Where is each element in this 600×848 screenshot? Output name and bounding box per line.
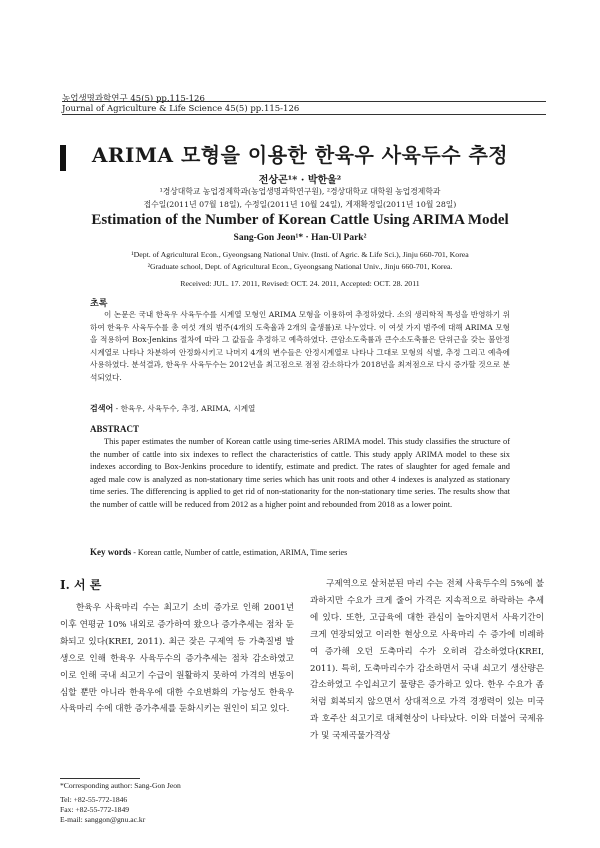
abstract-ko-heading: 초록 xyxy=(90,299,108,309)
intro-left-column: 한육우 사육마리 수는 최고기 소비 증가로 인해 2001년 이후 연평균 10% 내외로 증가하여 왔으나 증가추세는 점차 둔화되고 있다(KREI, 2011). 최근 잦은 구제역 등 가축질병 발생으로 인해 한육우 사육두수의 증가추세는 점차 감소하였고 이로 인해 국내 쇠고기 수급이 원활하지 못하여 가격의 변동이 심할 뿐만 아니라 한육우에 대한 수요변화의 가능성도 한육우 사육마리 수에 대한 증가추세를 둔화시키는 원인이 되고 있다. xyxy=(60,603,294,715)
intro-right-column: 구제역으로 살처분된 마리 수는 전체 사육두수의 5%에 불과하지만 수요가 크게 줄어 가격은 지속적으로 하락하는 추세에 있다. 또한, 고급육에 대한 관심이 높아지면서 사육기간이 크게 연장되었고 이러한 현상으로 사육마리 수 증가에 비례하여 증가해 오던 도축마리 수가 오히려 감소하였다(KREI, 2011). 특히, 도축마리수가 감소하면서 국내 쇠고기 생산량은 감소하였고 수입쇠고기 물량은 증가하고 있다. 한우 수요가 좀처럼 회복되지 않으면서 상대적으로 가격 경쟁력이 있는 미국과 호주산 쇠고기로 대체현상이 나타났다. 이와 더불어 국제유가 및 국제곡물가격상 xyxy=(310,579,544,742)
keywords-ko xyxy=(90,403,255,414)
keywords-ko-list: - 한육우, 사육두수, 추정, ARIMA, 시계열 xyxy=(115,404,256,413)
paper-title-en: Estimation of the Number of Korean Cattle Using ARIMA Model xyxy=(91,212,509,228)
footnote-tel: Tel: +82-55-772-1846 xyxy=(60,795,128,804)
abstract-en-heading: ABSTRACT xyxy=(90,424,140,434)
paper-title-ko: ARIMA 모형을 이용한 한육우 사육두수 추정 xyxy=(91,143,509,167)
journal-citation-en: Journal of Agriculture & Life Science 45(5) pp.115-126 xyxy=(62,104,300,114)
affiliations-ko: ¹경상대학교 농업경제학과(농업생명과학연구원), ²경상대학교 대학원 농업경제학과 xyxy=(159,187,441,196)
keywords-ko-label: 검색어 xyxy=(90,403,114,413)
dates-en: Received: JUL. 17. 2011, Revised: OCT. 24. 2011, Accepted: OCT. 28. 2011 xyxy=(180,279,420,288)
footnote-email: E-mail: sanggon@gnu.ac.kr xyxy=(60,815,146,824)
keywords-en xyxy=(90,547,347,557)
abstract-en-text: This paper estimates the number of Korean cattle using time-series ARIMA model. This study classifies the structure of the number of cattle into six indexes to reflect the characteristics of cattle. This study apply ARIMA model to these six indexes according to Box-Jenkins procedure to identify, estimate and predict. The rates of slaughter for aged female and aged male cow is analyzed as non-stationary time series which has unit roots and other 4 indexes is analyzed as stationary time series. The differencing is applied to get rid of non-stationarity for the non-stationary time series. The results show that the number of cattle will be reduced from 2012 as a higher point and rebounded from 2018 as a lower point. xyxy=(90,437,510,509)
header-rule-bottom xyxy=(62,114,546,115)
section-title-introduction: Ⅰ. 서 론 xyxy=(60,578,102,592)
journal-citation-ko: 농업생명과학연구 45(5) pp.115-126 xyxy=(62,94,205,104)
footnote-corresponding: *Corresponding author: Sang-Gon Jeon xyxy=(60,781,181,790)
keywords-en-list: - Korean cattle, Number of cattle, estimation, ARIMA, Time series xyxy=(133,548,348,557)
header-rule-top xyxy=(62,101,546,102)
affiliation-en-1: ¹Dept. of Agricultural Econ., Gyeongsang National Univ. (Insti. of Agric. & Life Sci.), Jinju 660-701, Korea xyxy=(131,250,469,259)
keywords-en-label: Key words xyxy=(90,547,132,557)
abstract-ko-text: 이 논문은 국내 한육우 사육두수를 시계열 모형인 ARIMA 모형을 이용하여 추정하였다. 소의 생리학적 특성을 반영하기 위하여 한육우 사육두수를 총 여섯 개의 범주(4개의 도축율과 2개의 출생률)로 나누었다. 이 여섯 가지 범주에 대해 ARIMA 모형을 적용하여 Box-Jenkins 절차에 따라 그 값들을 추정하고 예측하였다. 큰암소도축률과 큰수소도축률은 단위근을 갖는 불안정시계열로 나타나 차분하여 안정화시키고 나머지 4개의 변수들은 안정시계열로 나타나 그대로 모형의 식별, 추정 그리고 예측에 사용하였다. 분석결과, 한육우 사육두수는 2012년을 최고점으로 점점 감소하다가 2018년을 최저점으로 다시 증가할 것으로 분석되었다. xyxy=(90,310,510,382)
authors-ko: 전상곤¹* · 박한울² xyxy=(258,175,342,186)
footnote-fax: Fax: +82-55-772-1849 xyxy=(60,805,130,814)
dates-ko: 접수일(2011년 07월 18일), 수정일(2011년 10월 24일), 게재확정일(2011년 10월 28일) xyxy=(143,200,457,209)
authors-en: Sang-Gon Jeon¹* · Han-Ul Park² xyxy=(233,233,367,243)
footnote-rule xyxy=(60,778,140,779)
affiliation-en-2: ²Graduate school, Dept. of Agricultural Econ., Gyeongsang National Univ., Jinju 660-701, Korea. xyxy=(147,262,453,271)
